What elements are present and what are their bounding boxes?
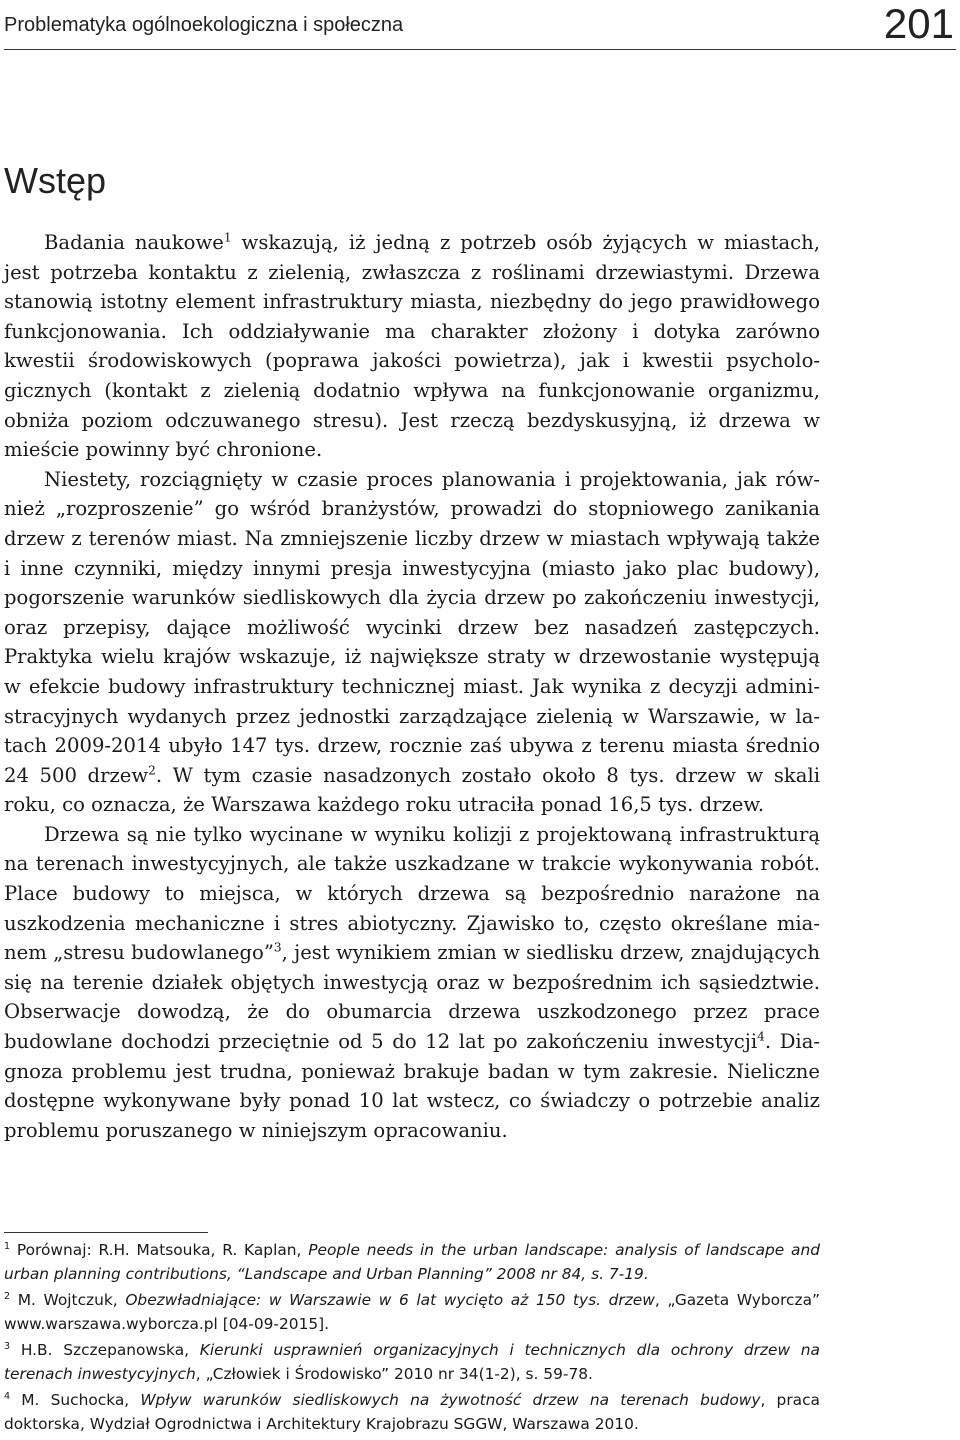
paragraph-1 — [4, 228, 820, 465]
section-title: Wstęp — [4, 160, 107, 201]
footnote-title: Kierunki usprawnień organizacyjnych i technicznych dla ochrony drzew na terenach inwestycyjnych — [4, 1341, 820, 1383]
paragraph-1-text-b: wskazują, iż jedną z potrzeb osób żyjących w miastach, jest potrzeba kontaktu z zielenią, zwłaszcza z roślinami drzewiastymi. Drzewa stanowią istotny element infrastruktury miasta, niezbędny do jego prawidłowego funkcjonowania. Ich oddziaływanie ma charakter złożony i dotyka zarówno kwestii środowiskowych (poprawa jakości powietrza), jak i kwestii psychologicznych (kontakt z zielenią dodatnio wpływa na funkcjonowanie organizmu, obniża poziom odczuwanego stresu). Jest rzeczą bezdyskusyjną, iż drzewa w mieście powinny być chronione. — [4, 231, 820, 462]
footnote-title: People needs in the urban landscape: analysis of landscape and urban planning contributions, “Landscape and Urban Planning” 2008 nr 84, s. 7-19. — [4, 1241, 820, 1283]
paragraph-2 — [4, 465, 820, 820]
footnotes — [4, 1238, 820, 1438]
footnote-number: 3 — [4, 1341, 11, 1353]
footnote-2 — [4, 1288, 820, 1336]
footnote-ref-1: 1 — [223, 230, 232, 245]
footnote-text: , „Gazeta Wyborcza” www.warszawa.wyborcza.pl [04-09-2015]. — [4, 1291, 820, 1333]
footnote-3 — [4, 1338, 820, 1386]
footnote-text: M. Suchocka, — [10, 1391, 141, 1409]
paragraph-1-text-a: Badania naukowe — [44, 231, 224, 254]
footnote-number: 1 — [4, 1241, 11, 1253]
footnote-1 — [4, 1238, 820, 1286]
paragraph-2-text-a: Niestety, rozciągnięty w czasie proces planowania i projektowania, jak również „rozproszenie” go wśród branżystów, prowadzi do stopniowego zanikania drzew z terenów miast. Na zmniejszenie liczby drzew w miastach wpływają także i inne czynniki, między innymi presja inwestycyjna (miasto jako plac budowy), pogorszenie warunków siedliskowych dla życia drzew po zakończeniu inwestycji, oraz przepisy, dające możliwość wycinki drzew bez nasadzeń zastępczych. Praktyka wielu krajów wskazuje, iż największe straty w drzewostanie występują w efekcie budowy infrastruktury technicznej miast. Jak wynika z decyzji administracyjnych wydanych przez jednostki zarządzające zielenią w Warszawie, w latach 2009-2014 ubyło 147 tys. drzew, rocznie zaś ubywa z terenu miasta średnio 24 500 drzew — [4, 467, 820, 787]
footnote-text: H.B. Szczepanowska, — [10, 1341, 200, 1359]
footnote-ref-3: 3 — [273, 940, 282, 955]
paragraph-2-text-b: . W tym czasie nasadzonych zostało około 8 tys. drzew w skali roku, co oznacza, że Warszawa każdego roku utraciła ponad 16,5 tys. drzew. — [4, 763, 820, 817]
footnote-text: , „Człowiek i Środowisko” 2010 nr 34(1-2), s. 59-78. — [195, 1365, 593, 1383]
paragraph-3-text-c: . Diagnoza problemu jest trudna, ponieważ brakuje badan w tym zakresie. Nieliczne dostępne wykonywane były ponad 10 lat wstecz, co świadczy o potrzebie analiz problemu poruszanego w niniejszym opracowaniu. — [4, 1030, 821, 1142]
footnote-rule — [4, 1232, 208, 1233]
header-rule — [4, 49, 956, 50]
footnote-title: Obezwładniające: w Warszawie w 6 lat wycięto aż 150 tys. drzew — [125, 1291, 655, 1309]
footnote-4 — [4, 1388, 820, 1436]
footnote-text: M. Wojtczuk, — [10, 1291, 126, 1309]
footnote-title: Wpływ warunków siedliskowych na żywotność drzew na terenach budowy — [140, 1391, 761, 1409]
footnote-text: , praca doktorska, Wydział Ogrodnictwa i Architektury Krajobrazu SGGW, Warszawa 2010. — [4, 1391, 820, 1433]
body-text — [4, 228, 820, 1145]
paragraph-3 — [4, 820, 820, 1146]
footnote-number: 4 — [4, 1391, 11, 1403]
paragraph-3-text-a: Drzewa są nie tylko wycinane w wyniku kolizji z projektowaną infrastrukturą na terenach inwestycyjnych, ale także uszkadzane w trakcie wykonywania robót. Place budowy to miejsca, w których drzewa są bezpośrednio narażone na uszkodzenia mechaniczne i stres abiotyczny. Zjawisko to, często określane mianem „stresu budowlanego” — [4, 822, 820, 965]
footnote-ref-4: 4 — [757, 1029, 765, 1044]
paragraph-3-text-b: , jest wynikiem zmian w siedlisku drzew, znajdujących się na terenie działek objętych inwestycją oraz w bezpośrednim ich sąsiedztwie. Obserwacje dowodzą, że do obumarcia drzewa uszkodzonego przez prace budowlane dochodzi przeciętnie od 5 do 12 lat po zakończeniu inwestycji — [4, 941, 820, 1054]
page-number: 201 — [883, 0, 954, 47]
footnote-number: 2 — [4, 1291, 11, 1303]
running-head: Problematyka ogólnoekologiczna i społeczna — [4, 14, 404, 36]
footnote-ref-2: 2 — [148, 763, 156, 778]
footnote-text: Porównaj: R.H. Matsouka, R. Kaplan, — [10, 1241, 309, 1259]
